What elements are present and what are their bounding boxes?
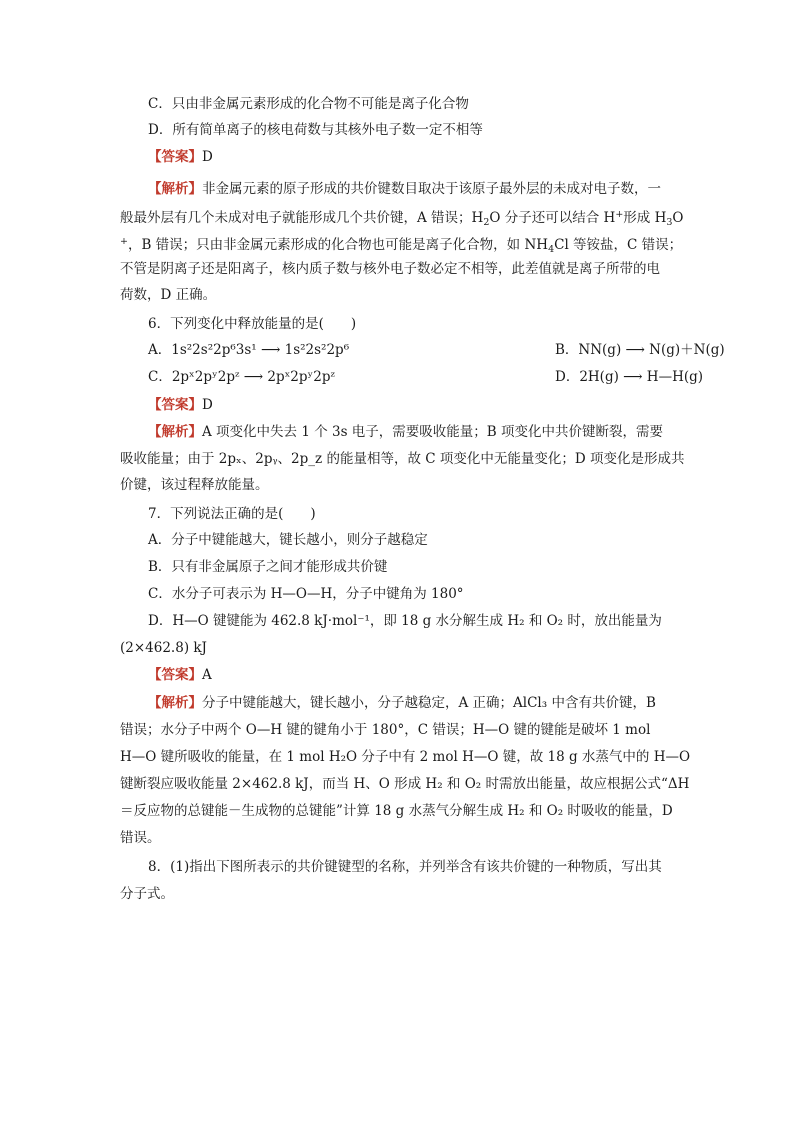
answer-q6 bbox=[148, 394, 213, 416]
superscript: + bbox=[615, 209, 624, 220]
analysis-q7-line6: 错误。 bbox=[120, 830, 161, 846]
q6-options-row1 bbox=[148, 339, 725, 361]
analysis-q7-line2: 错误；水分子中两个 O—H 键的键角小于 180°，C 错误；H—O 键的键能是破坏 1 mol bbox=[120, 722, 651, 738]
option-d-q5: D．所有简单离子的核电荷数与其核外电子数一定不相等 bbox=[148, 122, 483, 138]
subscript: 3 bbox=[666, 217, 673, 228]
answer-value: D bbox=[202, 397, 213, 413]
answer-value: D bbox=[202, 149, 213, 165]
option-d-q7-line2: (2×462.8) kJ bbox=[120, 640, 207, 656]
analysis-q5-line3 bbox=[120, 231, 682, 261]
analysis-q7-line4: 键断裂应吸收能量 2×462.8 kJ，而当 H、O 形成 H₂ 和 O₂ 时需放出能量，故应根据公式“ΔH bbox=[120, 776, 690, 792]
question-7: 7．下列说法正确的是( ) bbox=[148, 506, 316, 522]
option-d-q6: D．2H(g) ⟶ H—H(g) bbox=[555, 369, 704, 385]
option-c-q6: C．2pˣ2pʸ2pᶻ ⟶ 2pˣ2pʸ2pᶻ bbox=[148, 369, 335, 385]
subscript: 4 bbox=[548, 244, 555, 255]
analysis-q5-line2 bbox=[120, 204, 683, 234]
subscript: 2 bbox=[483, 217, 490, 228]
analysis-text: Cl 等铵盐，C 错误； bbox=[554, 237, 683, 253]
analysis-text: 非金属元素的原子形成的共价键数目取决于该原子最外层的未成对电子数，一 bbox=[202, 181, 661, 197]
option-c-q7: C．水分子可表示为 H—O—H，分子中键角为 180° bbox=[148, 586, 464, 602]
question-6: 6．下列变化中释放能量的是( ) bbox=[148, 316, 357, 332]
answer-tag: 【答案】 bbox=[148, 667, 202, 683]
analysis-text: 形成 H bbox=[623, 210, 667, 226]
option-c-q5: C．只由非金属元素形成的化合物不可能是离子化合物 bbox=[148, 96, 469, 112]
analysis-tag: 【解析】 bbox=[148, 181, 202, 197]
superscript: + bbox=[120, 236, 128, 247]
option-b-q7: B．只有非金属原子之间才能形成共价键 bbox=[148, 559, 388, 575]
answer-q7 bbox=[148, 664, 212, 686]
analysis-tag: 【解析】 bbox=[148, 424, 202, 440]
question-8-line1: 8．(1)指出下图所表示的共价键键型的名称，并列举含有该共价键的一种物质，写出其 bbox=[148, 859, 662, 875]
analysis-q7-line5: ＝反应物的总键能－生成物的总键能”计算 18 g 水蒸气分解生成 H₂ 和 O₂ 时吸收的能量，D bbox=[120, 803, 673, 819]
analysis-text: 分子中键能越大，键长越小，分子越稳定，A 正确；AlCl₃ 中含有共价键，B bbox=[202, 695, 656, 711]
analysis-text: A 项变化中失去 1 个 3s 电子，需要吸收能量；B 项变化中共价键断裂，需要 bbox=[202, 424, 664, 440]
answer-value: A bbox=[202, 667, 212, 683]
analysis-q5-line4: 不管是阴离子还是阳离子，核内质子数与核外电子数必定不相等，此差值就是离子所带的电 bbox=[120, 261, 660, 277]
option-b-q6: B．NN(g) ⟶ N(g)＋N(g) bbox=[555, 342, 725, 358]
answer-q5 bbox=[148, 146, 213, 168]
analysis-text: O 分子还可以结合 H bbox=[489, 210, 616, 226]
q6-options-row2 bbox=[148, 366, 704, 388]
analysis-text: O bbox=[672, 210, 684, 226]
analysis-q6-line1 bbox=[148, 421, 663, 443]
analysis-text: 般最外层有几个未成对电子就能形成几个共价键，A 错误；H bbox=[120, 210, 484, 226]
option-a-q7: A．分子中键能越大，键长越小，则分子越稳定 bbox=[148, 532, 428, 548]
analysis-q7-line3: H—O 键所吸收的能量，在 1 mol H₂O 分子中有 2 mol H—O 键，故 18 g 水蒸气中的 H—O bbox=[120, 749, 691, 765]
analysis-q6-line3: 价键，该过程释放能量。 bbox=[120, 477, 269, 493]
answer-tag: 【答案】 bbox=[148, 397, 202, 413]
analysis-q5-line5: 荷数，D 正确。 bbox=[120, 287, 217, 303]
analysis-tag: 【解析】 bbox=[148, 695, 202, 711]
analysis-q7-line1 bbox=[148, 692, 656, 714]
option-a-q6: A．1s²2s²2p⁶3s¹ ⟶ 1s²2s²2p⁶ bbox=[148, 342, 350, 358]
analysis-q6-line2: 吸收能量；由于 2pₓ、2pᵧ、2p_z 的能量相等，故 C 项变化中无能量变化；D 项变化是形成共 bbox=[120, 451, 685, 467]
option-d-q7-line1: D．H—O 键键能为 462.8 kJ·mol⁻¹，即 18 g 水分解生成 H₂ 和 O₂ 时，放出能量为 bbox=[148, 613, 662, 629]
answer-tag: 【答案】 bbox=[148, 149, 202, 165]
analysis-q5-line1 bbox=[148, 178, 661, 200]
analysis-text: ，B 错误；只由非金属元素形成的化合物也可能是离子化合物，如 NH bbox=[127, 237, 549, 253]
question-8-line2: 分子式。 bbox=[120, 886, 174, 902]
